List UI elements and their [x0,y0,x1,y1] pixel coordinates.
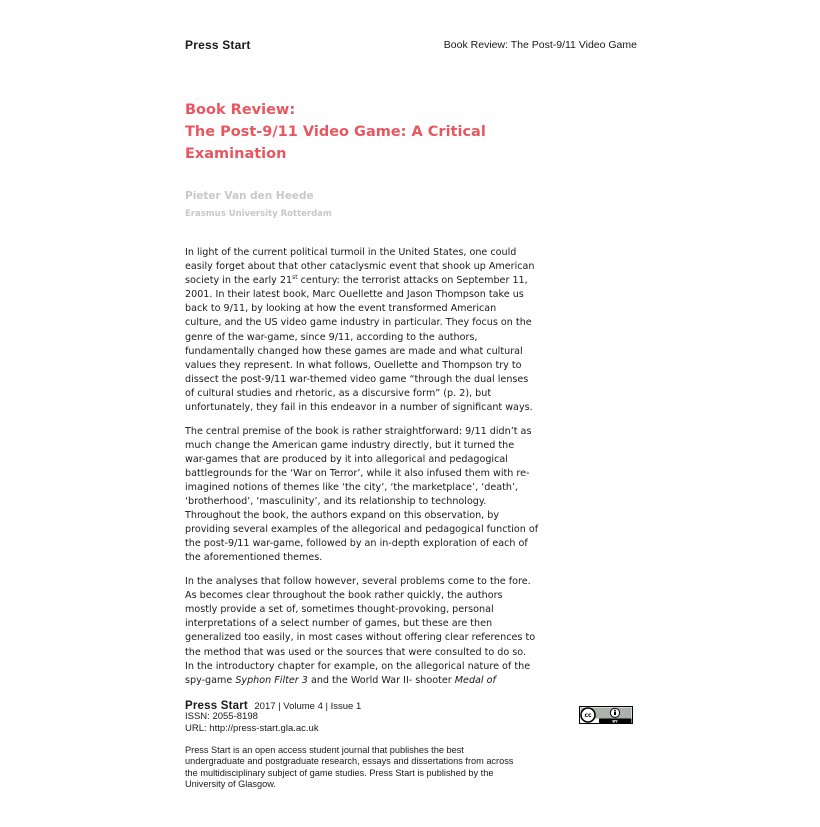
text-line: In the introductory chapter for example, on the allegorical nature of the [185,660,531,672]
game-title: Syphon Filter 3 [235,674,308,686]
paragraph-3 [185,575,551,688]
text-line: mostly provide a set of, sometimes thought-provoking, personal [185,604,494,616]
attribution-person-icon [610,708,619,717]
running-title: Book Review: The Post-9/11 Video Game [443,39,637,51]
text-span: society in the early 21 [185,275,293,287]
text-line: undergraduate and postgraduate research, essays and dissertations from across [185,756,514,767]
article-title [185,99,525,165]
text-line: providing several examples of the allegorical and pedagogical function of [185,524,539,536]
footer-masthead [185,696,565,711]
text-line: the multidisciplinary subject of game studies. Press Start is published by the [185,767,494,778]
text-line: values they represent. In what follows, Ouellette and Thompson try to [185,359,522,371]
text-line [185,674,551,688]
text-line: interpretations of a select number of games, but these are then [185,618,493,630]
running-header [185,38,637,54]
text-line: University of Glasgow. [185,779,276,790]
text-span: spy-game [185,674,236,686]
title-line: Book Review: [185,102,296,118]
text-line: genre of the war-game, since 9/11, according to the authors, [185,331,478,343]
article-body [185,246,551,697]
text-line: Throughout the book, the authors expand on this observation, by [185,510,500,522]
license-label: BY [612,718,618,724]
text-span: century: the terrorist attacks on September 11, [297,275,528,287]
text-line: 2001. In their latest book, Marc Ouellette and Jason Thompson take us [185,289,524,301]
footer-description [185,745,565,791]
footer-issue: 2017 | Volume 4 | Issue 1 [254,701,362,712]
author-name: Pieter Van den Heede [185,190,314,202]
text-line: ‘brotherhood’, ‘masculinity’, and its relationship to technology. [185,496,487,508]
paragraph-2 [185,425,551,566]
svg-text:cc: cc [584,712,592,720]
title-line: The Post-9/11 Video Game: A Critical [185,124,486,140]
text-line: battlegrounds for the ‘War on Terror’, while it also infused them with re- [185,467,530,479]
paragraph-1 [185,246,551,415]
text-line: back to 9/11, by looking at how the event transformed American [185,303,497,315]
text-line: the aforementioned themes. [185,552,323,564]
text-line: war-games that are produced by it into allegorical and pedagogical [185,453,508,465]
text-line: of cultural studies and rhetoric, as a discursive form” (p. 2), but [185,387,492,399]
author-affiliation: Erasmus University Rotterdam [185,209,332,219]
text-line: dissect the post-9/11 war-themed video game “through the dual lenses [185,373,529,385]
text-line: As becomes clear throughout the book rather quickly, the authors [185,590,503,602]
text-line [185,274,551,288]
text-line: fundamentally changed how these games are made and what cultural [185,345,523,357]
game-title: Medal of [454,674,496,686]
cc-by-license-badge[interactable] [579,706,633,724]
footer-journal-name: Press Start [185,700,248,712]
text-line: the method that was used or the sources that were consulted to do so. [185,646,527,658]
text-line: culture, and the US video game industry in particular. They focus on the [185,317,532,329]
text-line: generalized too easily, in most cases without offering clear references to [185,632,536,644]
text-line: easily forget about that other cataclysmic event that shook up American [185,261,535,273]
text-line: In light of the current political turmoil in the United States, one could [185,247,517,258]
footer-url[interactable]: URL: http://press-start.gla.ac.uk [185,723,319,734]
text-line: much change the American game industry directly, but it turned the [185,439,515,451]
superscript: st [292,274,298,282]
text-line: imagined notions of themes like ‘the city’, ‘the marketplace’, ‘death’, [185,482,519,493]
footer-issn: ISSN: 2055-8198 [185,711,258,722]
page-footer [185,696,565,791]
text-line: the post-9/11 war-game, followed by an in-depth exploration of each of [185,538,528,550]
text-line: The central premise of the book is rather straightforward: 9/11 didn’t as [185,425,532,437]
creative-commons-icon [581,708,595,722]
text-line: Press Start is an open access student journal that publishes the best [185,745,464,755]
cc-by-badge-graphic [579,706,633,724]
text-span: and the World War II- shooter [307,674,455,686]
title-line: Examination [185,146,287,162]
journal-name: Press Start [185,38,251,52]
text-line: In the analyses that follow however, several problems come to the fore. [185,576,531,588]
text-line: unfortunately, they fail in this endeavor in a number of significant ways. [185,402,533,414]
